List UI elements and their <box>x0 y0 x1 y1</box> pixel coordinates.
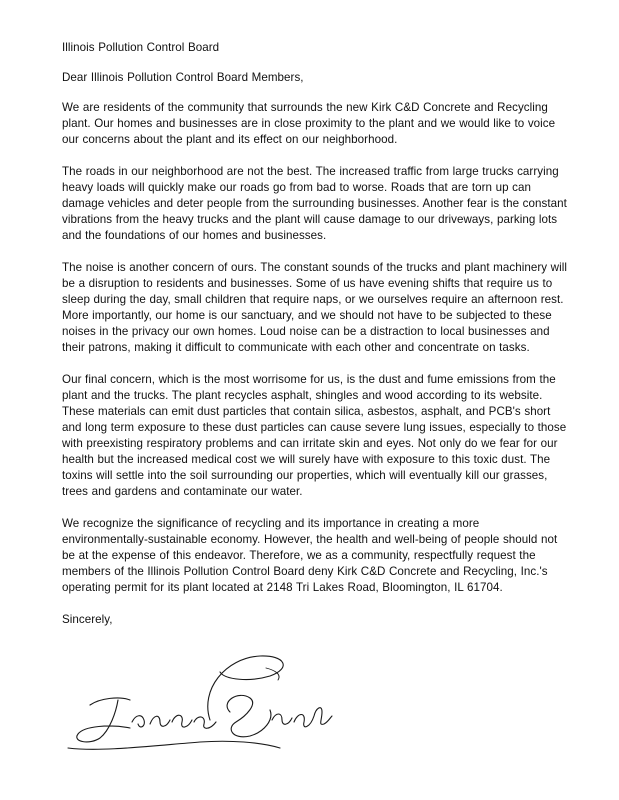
signature-detail-stroke <box>266 668 279 680</box>
paragraph-roads: The roads in our neighborhood are not the best. The increased traffic from large trucks carrying heavy loads will quickly make our roads go from bad to worse. Roads that are torn up can damage vehicles and deter people from the surrounding businesses. Another fear is the constant vibrations from the heavy trucks and the plant will cause damage to our driveways, parking lots and the foundations of our homes and businesses. <box>62 165 567 242</box>
signature-underline <box>68 741 280 749</box>
closing: Sincerely, <box>62 613 113 626</box>
signature-surname <box>272 708 332 727</box>
paragraph-dust: Our final concern, which is the most worrisome for us, is the dust and fume emissions from the plant and the trucks. The plant recycles asphalt, shingles and wood according to its website. These materials can emit dust particles that contain silica, asbestos, asphalt, and PCB's short and long term exposure to these dust particles can cause severe lung issues, especially to those with preexisting respiratory problems and can irritate skin and eyes. Not only do we fear for our health but the increased medical cost we will surely have with exposure to this toxic dust. The toxins will settle into the soil surrounding our properties, which will eventually kill our grasses, trees and gardens and contaminate our water. <box>62 373 567 498</box>
signature-first-initial <box>77 698 130 742</box>
letter-body <box>62 40 568 628</box>
signature-first-name <box>132 715 216 728</box>
signature-surname-initial <box>227 695 271 736</box>
salutation: Dear Illinois Pollution Control Board Members, <box>62 71 304 84</box>
paragraph-request: We recognize the significance of recycling and its importance in creating a more environmentally-sustainable economy. However, the health and well-being of people should not be at the expense of this endeavor. Therefore, we as a community, respectfully request the members of the Illinois Pollution Control Board deny Kirk C&D Concrete and Recycling, Inc.'s operating permit for its plant located at 2148 Tri Lakes Road, Bloomington, IL 61704. <box>62 517 558 594</box>
signature-loop-stroke <box>208 656 283 720</box>
recipient-line: Illinois Pollution Control Board <box>62 41 220 54</box>
signature-drawing <box>60 650 340 760</box>
paragraph-noise: The noise is another concern of ours. The constant sounds of the trucks and plant machinery will be a disruption to residents and businesses. Some of us have evening shifts that require us to sleep during the day, small children that require naps, or we ourselves require an afternoon rest. More importantly, our home is our sanctuary, and we should not have to be subjected to these noises in the privacy our own homes. Loud noise can be a distraction to local businesses and their patrons, making it difficult to communicate with each other and concentrate on tasks. <box>62 261 567 354</box>
paragraph-intro: We are residents of the community that surrounds the new Kirk C&D Concrete and Recycling plant. Our homes and businesses are in close proximity to the plant and we would like to voice our concerns about the plant and its effect on our neighborhood. <box>62 101 556 146</box>
handwritten-signature <box>60 650 340 760</box>
